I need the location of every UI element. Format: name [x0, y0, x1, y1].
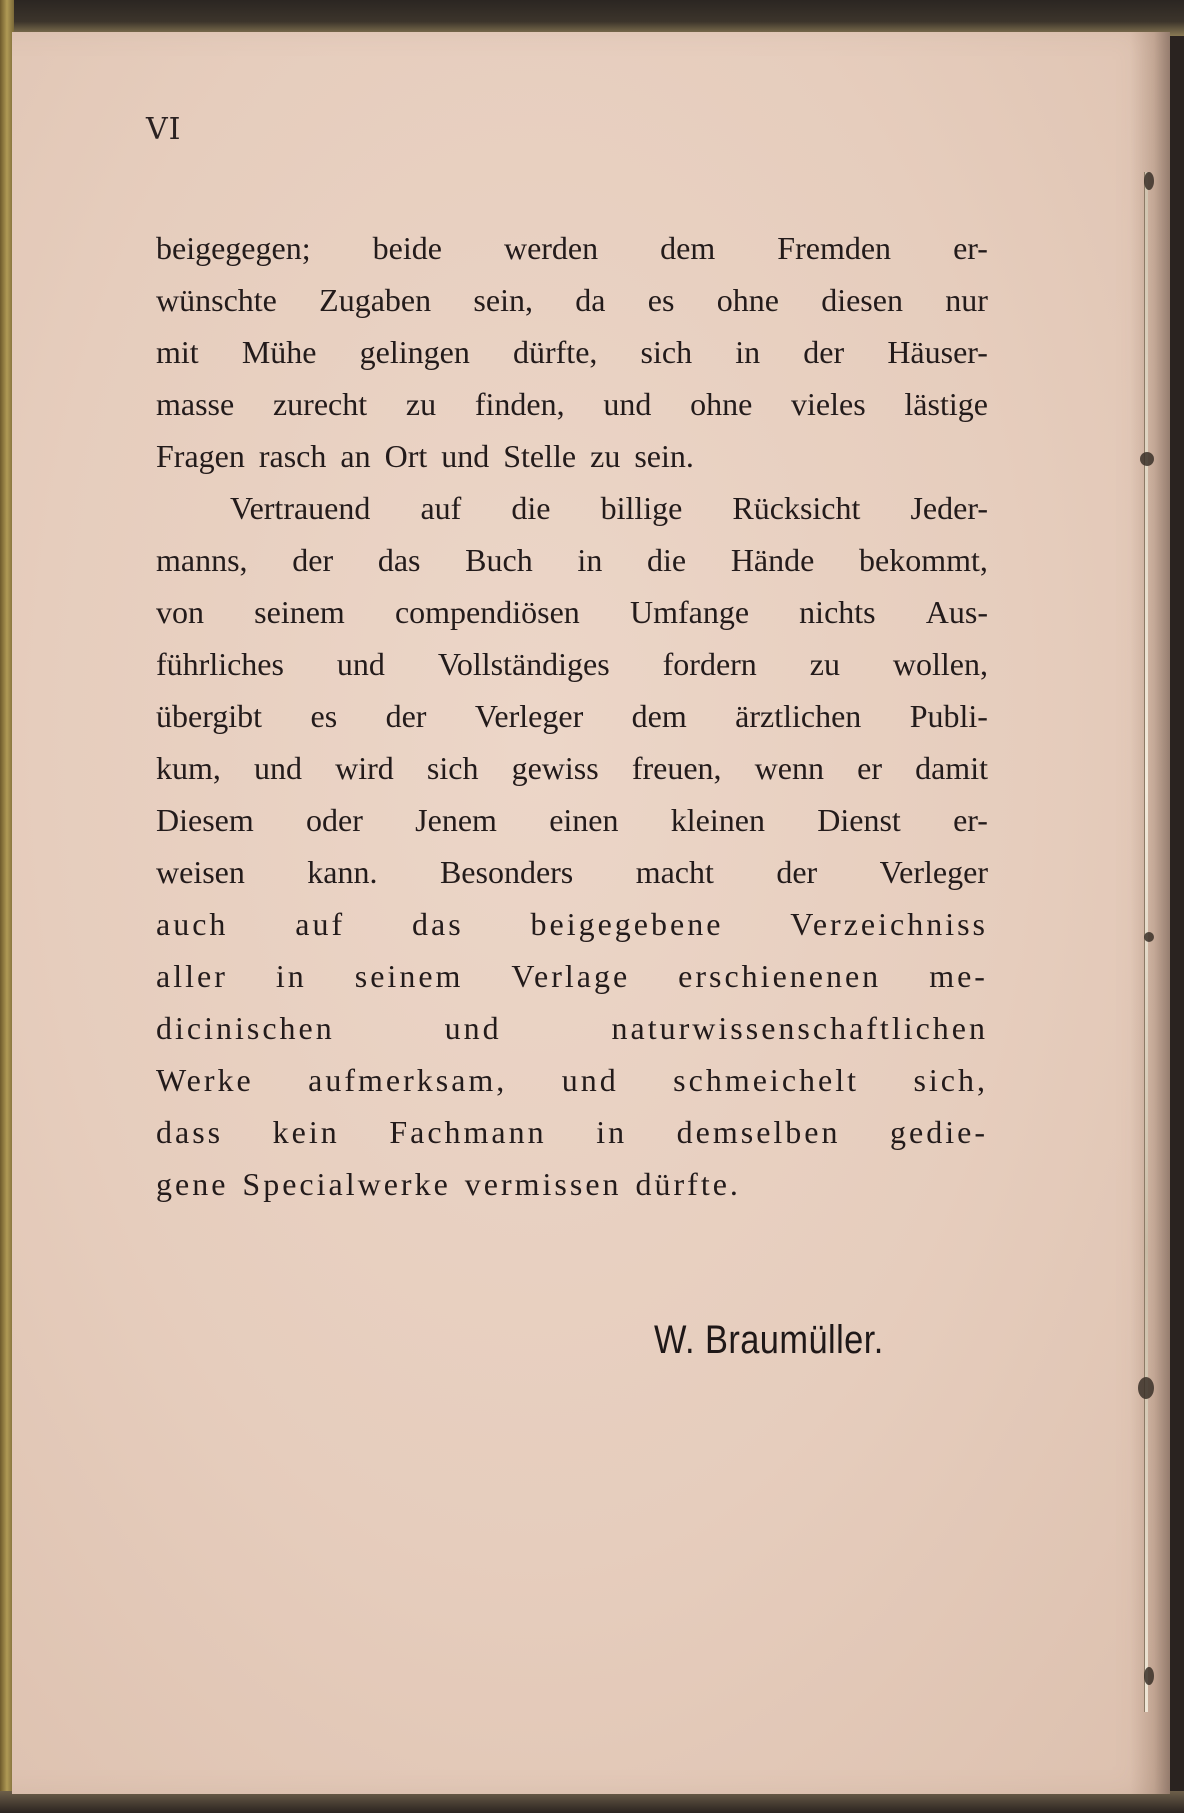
page-gutter	[1130, 32, 1170, 1794]
body-text	[156, 222, 988, 1210]
page-number: VI	[146, 112, 182, 147]
text-line: auch auf das beigegebene Verzeichniss	[156, 906, 988, 942]
publisher-signature: W. Braumüller.	[654, 1318, 884, 1362]
binding-stitch	[1138, 1377, 1154, 1399]
text-line: übergibt es der Verleger dem ärztlichen Publi-	[156, 698, 988, 734]
text-line: Vertrauend auf die billige Rücksicht Jeder-	[230, 490, 988, 526]
text-line: wünschte Zugaben sein, da es ohne diesen nur	[156, 282, 988, 318]
text-line: Diesem oder Jenem einen kleinen Dienst er-	[156, 802, 988, 838]
binding-stitch	[1144, 932, 1154, 942]
text-line: Fragen rasch an Ort und Stelle zu sein.	[156, 438, 694, 474]
text-line: weisen kann. Besonders macht der Verleger	[156, 854, 988, 890]
text-line: dicinischen und naturwissenschaftlichen	[156, 1010, 988, 1046]
binding-stitch	[1144, 1667, 1154, 1685]
text-line: Werke aufmerksam, und schmeichelt sich,	[156, 1062, 988, 1098]
text-line: beigegegen; beide werden dem Fremden er-	[156, 230, 988, 266]
text-line: gene Specialwerke vermissen dürfte.	[156, 1166, 741, 1202]
text-line: manns, der das Buch in die Hände bekommt,	[156, 542, 988, 578]
binding-stitch	[1140, 452, 1154, 466]
book-cover-bottom-edge	[0, 1791, 1184, 1813]
text-line: masse zurecht zu finden, und ohne vieles lästige	[156, 386, 988, 422]
text-line: von seinem compendiösen Umfange nichts Aus-	[156, 594, 988, 630]
text-line: dass kein Fachmann in demselben gedie-	[156, 1114, 988, 1150]
text-line: mit Mühe gelingen dürfte, sich in der Häuser-	[156, 334, 988, 370]
binding-stitch	[1144, 172, 1154, 190]
text-line: führliches und Vollständiges fordern zu wollen,	[156, 646, 988, 682]
text-line: kum, und wird sich gewiss freuen, wenn er damit	[156, 750, 988, 786]
binding-thread	[1144, 172, 1148, 1712]
book-cover-top-edge	[0, 0, 1184, 36]
text-line: aller in seinem Verlage erschienenen me-	[156, 958, 988, 994]
